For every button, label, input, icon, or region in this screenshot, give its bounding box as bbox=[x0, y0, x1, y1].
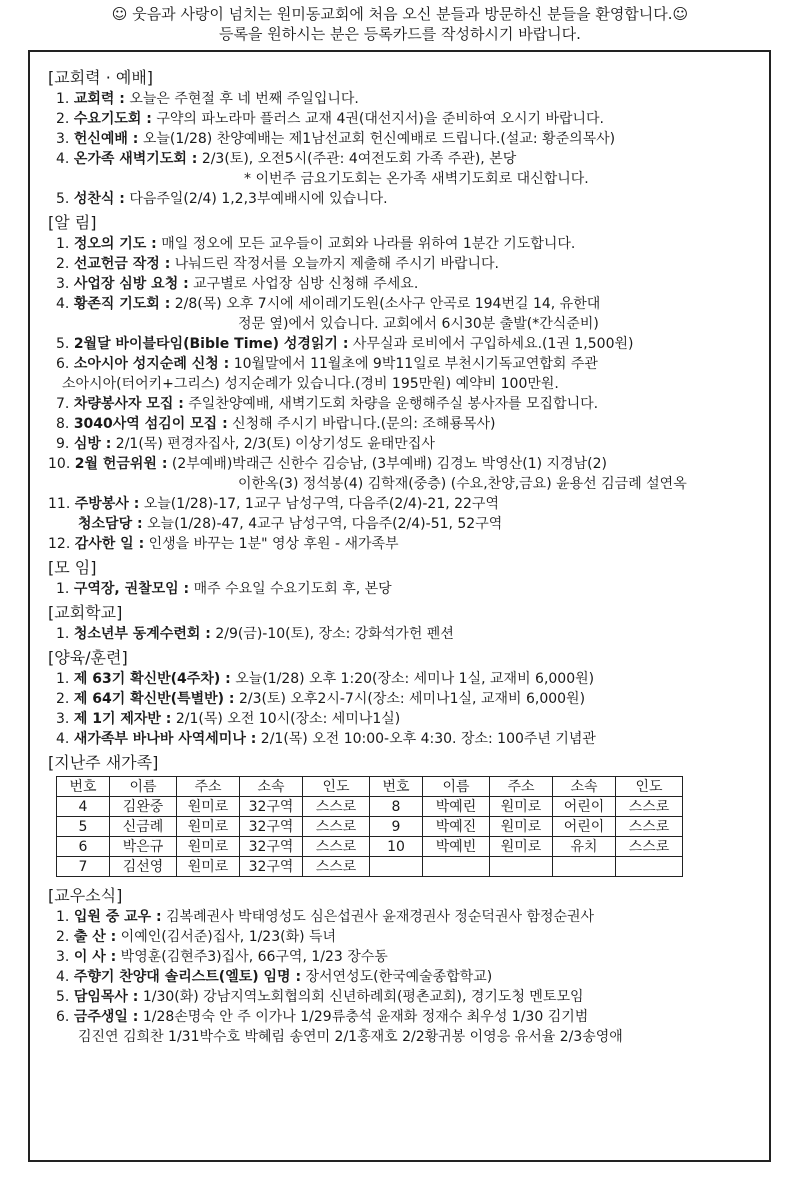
list-item: 11. 주방봉사 : 오늘(1/28)-17, 1교구 남성구역, 다음주(2/4)-21, 22구역 bbox=[48, 496, 499, 512]
list-item: 1. 청소년부 동계수련회 : 2/9(금)-10(토), 장소: 강화석가헌 펜션 bbox=[56, 626, 454, 642]
section-title-school: [교회학교] bbox=[48, 603, 123, 622]
list-item: 1. 정오의 기도 : 매일 정오에 모든 교우들이 교회와 나라를 위하여 1분간 기도합니다. bbox=[56, 236, 576, 252]
table-header-row: 번호 이름 주소 소속 인도 번호 이름 주소 소속 인도 bbox=[57, 777, 683, 797]
list-item: 1. 입원 중 교우 : 김복례권사 박태영성도 심은섭권사 윤재경권사 정순덕권사 함정순권사 bbox=[56, 909, 595, 925]
table-row: 5 신금례 원미로 32구역 스스로 9 박예진 원미로 어린이 스스로 bbox=[57, 817, 683, 837]
list-item: 4. 온가족 새벽기도회 : 2/3(토), 오전5시(주관: 4여전도회 가족 주관), 본당 bbox=[56, 151, 517, 167]
list-item: 2. 선교헌금 작정 : 나눠드린 작정서를 오늘까지 제출해 주시기 바랍니다. bbox=[56, 256, 499, 272]
list-item: 8. 3040사역 섬김이 모집 : 신청해 주시기 바랍니다.(문의: 조해룡목사) bbox=[56, 416, 496, 432]
list-item-continuation: 소아시아(터어키+그리스) 성지순례가 있습니다.(경비 195만원) 예약비 100만원. bbox=[62, 376, 559, 392]
section-title-training: [양육/훈련] bbox=[48, 648, 128, 667]
list-item: 2. 제 64기 확신반(특별반) : 2/3(토) 오후2시-7시(장소: 세미나1실, 교재비 6,000원) bbox=[56, 691, 586, 707]
list-item: 1. 구역장, 권찰모임 : 매주 수요일 수요기도회 후, 본당 bbox=[56, 581, 392, 597]
list-item-note: * 이번주 금요기도회는 온가족 새벽기도회로 대신합니다. bbox=[244, 171, 589, 187]
list-item: 6. 소아시아 성지순례 신청 : 10월말에서 11월초에 9박11일로 부천시기독교연합회 주관 bbox=[56, 356, 598, 372]
table-row: 6 박은규 원미로 32구역 스스로 10 박예빈 원미로 유치 스스로 bbox=[57, 837, 683, 857]
list-item: 1. 교회력 : 오늘은 주현절 후 네 번째 주일입니다. bbox=[56, 91, 359, 107]
list-item-continuation: 이한옥(3) 정석봉(4) 김학재(중층) (수요,찬양,금요) 윤용선 김금례 설연옥 bbox=[238, 476, 687, 492]
section-title-members: [교우소식] bbox=[48, 886, 123, 905]
list-item: 3. 제 1기 제자반 : 2/1(목) 오전 10시(장소: 세미나1실) bbox=[56, 711, 401, 727]
section-title-newfamily: [지난주 새가족] bbox=[48, 753, 159, 772]
list-item-continuation: 정문 옆)에서 있습니다. 교회에서 6시30분 출발(*간식준비) bbox=[238, 316, 599, 332]
list-item: 6. 금주생일 : 1/28손명숙 안 주 이가나 1/29류충석 윤재화 정재수 최우성 1/30 김기범 bbox=[56, 1009, 589, 1025]
table-row: 7 김선영 원미로 32구역 스스로 bbox=[57, 857, 683, 877]
list-item: 12. 감사한 일 : 인생을 바꾸는 1분" 영상 후원 - 새가족부 bbox=[48, 536, 399, 552]
list-item: 3. 사업장 심방 요청 : 교구별로 사업장 심방 신청해 주세요. bbox=[56, 276, 419, 292]
list-item: 5. 2월달 바이블타임(Bible Time) 성경읽기 : 사무실과 로비에서 구입하세요.(1권 1,500원) bbox=[56, 336, 634, 352]
list-item: 3. 헌신예배 : 오늘(1/28) 찬양예배는 제1남선교회 헌신예배로 드립니다.(설교: 황준의목사) bbox=[56, 131, 616, 147]
list-item: 7. 차량봉사자 모집 : 주일찬양예배, 새벽기도회 차량을 운행해주실 봉사자를 모집합니다. bbox=[56, 396, 599, 412]
welcome-header bbox=[0, 4, 800, 44]
list-item: 5. 성찬식 : 다음주일(2/4) 1,2,3부예배시에 있습니다. bbox=[56, 191, 388, 207]
new-family-table bbox=[56, 776, 683, 877]
list-item: 2. 출 산 : 이예인(김서준)집사, 1/23(화) 득녀 bbox=[56, 929, 337, 945]
list-item: 10. 2월 헌금위원 : (2부예배)박래근 신한수 김승남, (3부예배) 김경노 박영산(1) 지경남(2) bbox=[48, 456, 607, 472]
bulletin-frame bbox=[28, 50, 771, 1162]
section-title-meetings: [모 임] bbox=[48, 558, 97, 577]
list-item: 9. 심방 : 2/1(목) 편경자집사, 2/3(토) 이상기성도 윤태만집사 bbox=[56, 436, 435, 452]
list-item-continuation: 김진연 김희찬 1/31박수호 박혜림 송연미 2/1홍재호 2/2황귀봉 이영응 유서율 2/3송영애 bbox=[78, 1029, 623, 1045]
list-item: 2. 수요기도회 : 구약의 파노라마 플러스 교재 4권(대선지서)을 준비하여 오시기 바랍니다. bbox=[56, 111, 604, 127]
bulletin-content bbox=[48, 64, 753, 1047]
section-title-notices: [알 림] bbox=[48, 213, 97, 232]
list-item: 3. 이 사 : 박영훈(김현주3)집사, 66구역, 1/23 장수동 bbox=[56, 949, 388, 965]
list-item: 1. 제 63기 확신반(4주차) : 오늘(1/28) 오후 1:20(장소: 세미나 1실, 교재비 6,000원) bbox=[56, 671, 595, 687]
welcome-line: ☺ 웃음과 사랑이 넘치는 원미동교회에 처음 오신 분들과 방문하신 분들을 환영합니다.☺ bbox=[111, 5, 689, 23]
list-item: 5. 담임목사 : 1/30(화) 강남지역노회협의회 신년하례회(평촌교회), 경기도청 멘토모임 bbox=[56, 989, 584, 1005]
registration-line: 등록을 원하시는 분은 등록카드를 작성하시기 바랍니다. bbox=[219, 25, 581, 43]
list-item: 4. 황존직 기도회 : 2/8(목) 오후 7시에 세이레기도원(소사구 안곡로 194번길 14, 유한대 bbox=[56, 296, 601, 312]
list-item: 4. 새가족부 바나바 사역세미나 : 2/1(목) 오전 10:00-오후 4:30. 장소: 100주년 기념관 bbox=[56, 731, 596, 747]
list-item-continuation: 청소담당 : 오늘(1/28)-47, 4교구 남성구역, 다음주(2/4)-51, 52구역 bbox=[78, 516, 503, 532]
section-title-worship: [교회력 · 예배] bbox=[48, 68, 154, 87]
table-row: 4 김완중 원미로 32구역 스스로 8 박예린 원미로 어린이 스스로 bbox=[57, 797, 683, 817]
list-item: 4. 주향기 찬양대 솔리스트(엘토) 임명 : 장서연성도(한국예술종합학교) bbox=[56, 969, 493, 985]
